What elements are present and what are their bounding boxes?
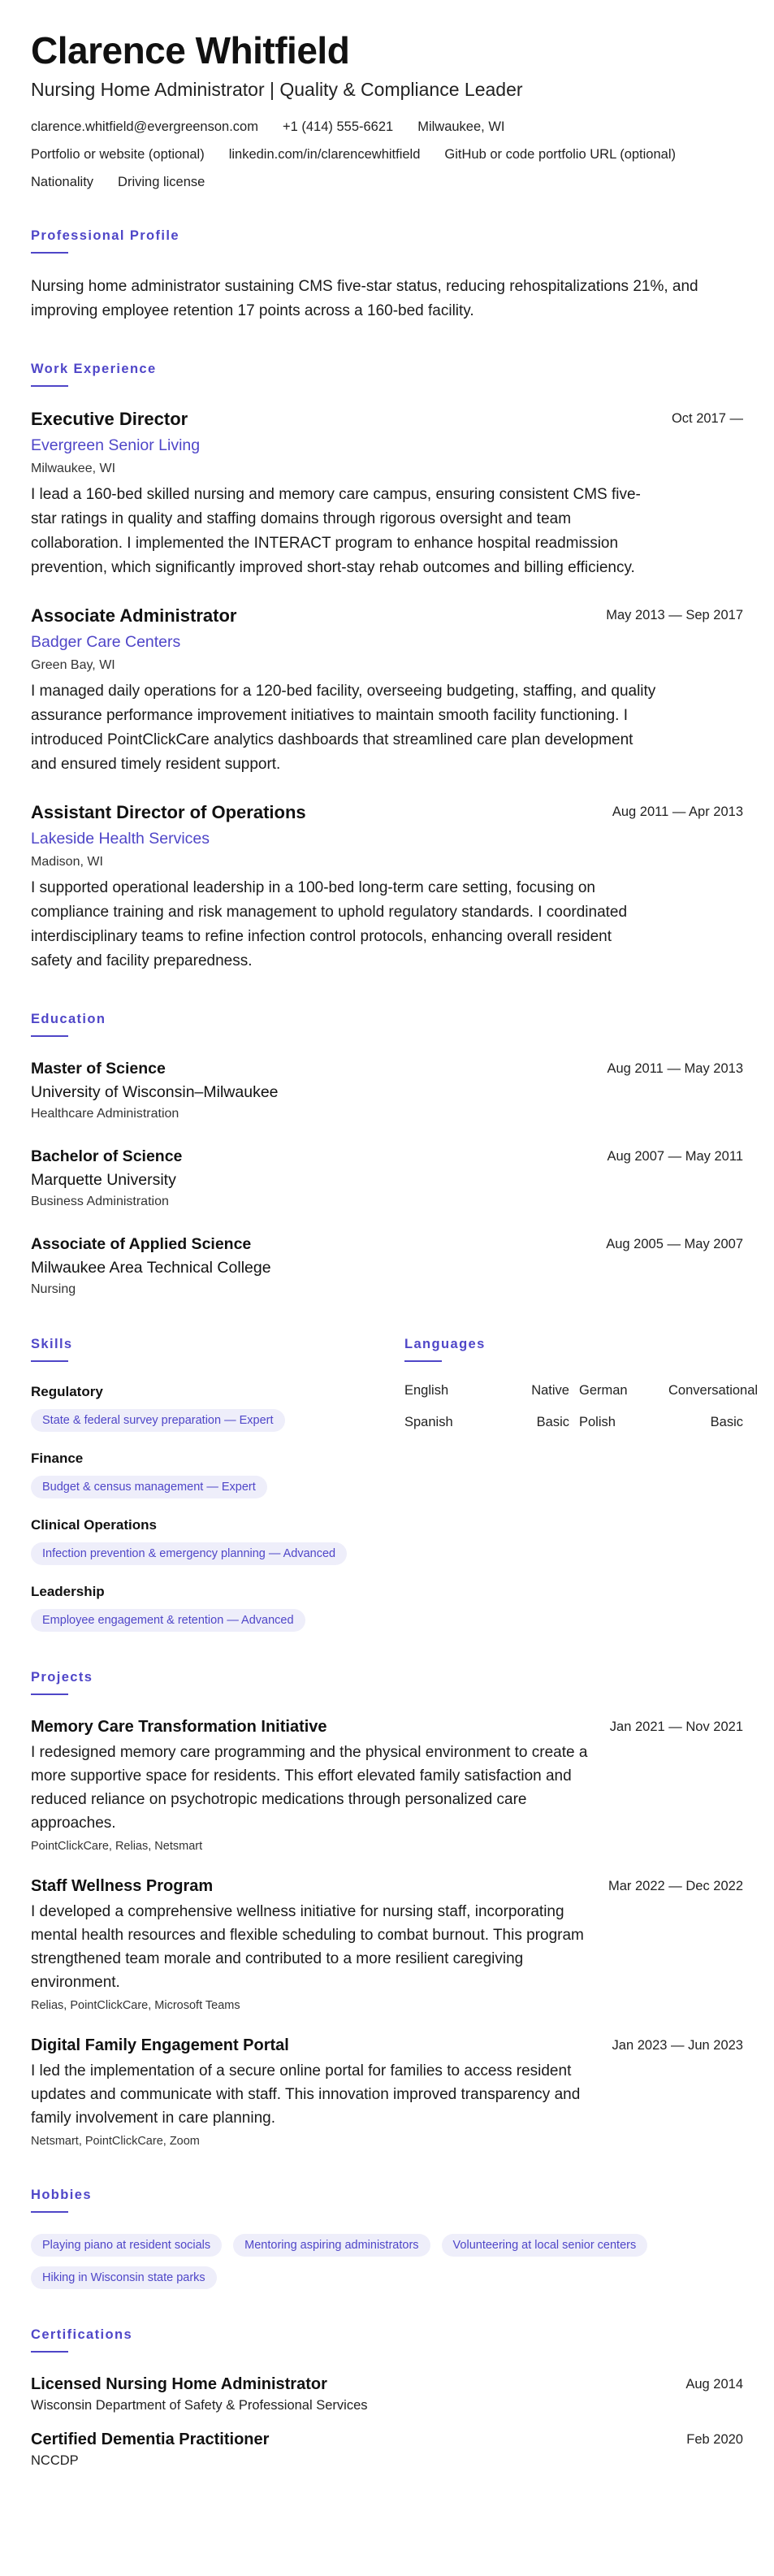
field-of-study: Nursing (31, 1282, 76, 1296)
education-entry (31, 1058, 743, 1123)
hobby-tag: Hiking in Wisconsin state parks (31, 2266, 217, 2289)
skill-group (31, 1383, 404, 1432)
education-section (31, 1011, 743, 1299)
section-divider (31, 2211, 68, 2213)
education-entry (31, 1146, 743, 1211)
section-divider (31, 1693, 68, 1695)
certifications-section (31, 2327, 743, 2470)
certification-issuer: NCCDP (31, 2453, 79, 2468)
certification-name: Licensed Nursing Home Administrator (31, 2375, 327, 2393)
certification-date: Aug 2014 (685, 2377, 743, 2392)
language-level: Basic (710, 1415, 743, 1429)
skill-category: Finance (31, 1451, 84, 1466)
hobbies-section (31, 2187, 743, 2289)
project-entry (31, 1716, 743, 1854)
language-name: Polish (579, 1415, 616, 1429)
section-title-profile: Professional Profile (31, 228, 179, 243)
field-of-study: Business Administration (31, 1195, 169, 1208)
skill-category: Leadership (31, 1584, 105, 1599)
skill-tag: Employee engagement & retention — Advanced (31, 1609, 305, 1632)
projects-section (31, 1669, 743, 2149)
section-title-certifications: Certifications (31, 2327, 133, 2342)
section-divider (31, 1360, 68, 1362)
experience-entry (31, 408, 743, 580)
job-dates: May 2013 — Sep 2017 (606, 608, 743, 622)
hobby-tag: Mentoring aspiring administrators (233, 2234, 430, 2257)
degree-name: Master of Science (31, 1060, 166, 1078)
school-name: University of Wisconsin–Milwaukee (31, 1083, 279, 1101)
skill-tag: State & federal survey preparation — Expert (31, 1409, 285, 1432)
language-name: Spanish (404, 1415, 453, 1429)
section-title-languages: Languages (404, 1337, 486, 1351)
section-title-hobbies: Hobbies (31, 2188, 92, 2202)
section-title-skills: Skills (31, 1337, 73, 1351)
skill-category: Clinical Operations (31, 1517, 157, 1533)
section-divider (31, 252, 68, 254)
language-level: Conversational (668, 1383, 759, 1398)
contact-row-primary (31, 119, 743, 135)
skill-tag: Budget & census management — Expert (31, 1476, 267, 1498)
experience-entry (31, 801, 743, 974)
job-location: Milwaukee, WI (31, 462, 116, 475)
job-title: Executive Director (31, 409, 188, 429)
job-description: I managed daily operations for a 120-bed facility, overseeing budgeting, staffing, and quality assurance performance improvement initiatives to maintain smooth facility functioning. I introduced PointClickCare analytics dashboards that streamlined care plan development and ensured timely resident support. (31, 683, 656, 773)
project-name: Memory Care Transformation Initiative (31, 1718, 327, 1736)
candidate-headline: Nursing Home Administrator | Quality & Compliance Leader (31, 79, 523, 100)
hobby-tag: Volunteering at local senior centers (442, 2234, 648, 2257)
section-divider (31, 1035, 68, 1037)
field-of-study: Healthcare Administration (31, 1107, 179, 1121)
hobby-tags (31, 2234, 743, 2289)
hobby-tag: Playing piano at resident socials (31, 2234, 222, 2257)
project-entry (31, 2035, 743, 2149)
profile-section (31, 228, 743, 323)
project-dates: Mar 2022 — Dec 2022 (608, 1879, 743, 1893)
profile-summary: Nursing home administrator sustaining CMS five-star status, reducing rehospitalizations 21%, and improving employee retention 17 points across a 160-bed facility. (31, 278, 698, 319)
school-name: Marquette University (31, 1171, 176, 1189)
contact-nationality: Nationality (31, 175, 94, 189)
contact-portfolio-link[interactable]: Portfolio or website (optional) (31, 147, 205, 162)
experience-section (31, 361, 743, 974)
skill-group (31, 1516, 404, 1565)
degree-name: Associate of Applied Science (31, 1235, 252, 1253)
section-divider (31, 385, 68, 387)
contact-phone[interactable]: +1 (414) 555-6621 (282, 119, 394, 134)
education-entry (31, 1234, 743, 1299)
skills-languages-section (31, 1336, 759, 1632)
project-tech: Relias, PointClickCare, Microsoft Teams (31, 1999, 240, 2012)
project-description: I redesigned memory care programming and the physical environment to create a more supportive space for residents. This effort elevated family satisfaction and reduced reliance on psychotropic medications through personalized care approaches. (31, 1744, 588, 1832)
contact-row-personal (31, 174, 743, 190)
job-location: Madison, WI (31, 855, 103, 869)
degree-name: Bachelor of Science (31, 1147, 183, 1165)
certification-entry (31, 2429, 743, 2470)
resume-header (31, 29, 743, 190)
section-title-experience: Work Experience (31, 362, 157, 376)
job-company: Evergreen Senior Living (31, 436, 201, 454)
project-name: Digital Family Engagement Portal (31, 2036, 289, 2054)
contact-location: Milwaukee, WI (417, 119, 505, 134)
experience-entry (31, 605, 743, 777)
certification-name: Certified Dementia Practitioner (31, 2431, 270, 2448)
skill-group (31, 1450, 404, 1498)
project-entry (31, 1876, 743, 2014)
project-tech: Netsmart, PointClickCare, Zoom (31, 2135, 200, 2148)
languages-column (404, 1336, 759, 1632)
contact-linkedin-link[interactable]: linkedin.com/in/clarencewhitfield (228, 147, 421, 162)
section-title-education: Education (31, 1012, 106, 1026)
project-dates: Jan 2023 — Jun 2023 (612, 2038, 743, 2053)
project-tech: PointClickCare, Relias, Netsmart (31, 1840, 203, 1853)
language-level: Basic (536, 1415, 569, 1429)
school-name: Milwaukee Area Technical College (31, 1259, 271, 1277)
job-company: Badger Care Centers (31, 633, 181, 651)
contact-github-link[interactable]: GitHub or code portfolio URL (optional) (444, 147, 676, 162)
skill-tag: Infection prevention & emergency planning — Advanced (31, 1542, 347, 1565)
certification-entry (31, 2374, 743, 2414)
skills-column (31, 1336, 404, 1632)
languages-grid (404, 1383, 759, 1430)
language-name: German (579, 1383, 628, 1398)
contact-email[interactable]: clarence.whitfield@evergreenson.com (31, 119, 258, 134)
project-description: I developed a comprehensive wellness initiative for nursing staff, incorporating mental health resources and flexible scheduling to combat burnout. This program strengthened team morale and contributed to a more resilient caregiving environment. (31, 1903, 584, 1991)
candidate-name: Clarence Whitfield (31, 29, 350, 72)
job-title: Assistant Director of Operations (31, 802, 306, 822)
section-title-projects: Projects (31, 1670, 93, 1685)
job-dates: Oct 2017 — (671, 411, 743, 426)
project-description: I led the implementation of a secure online portal for families to access resident updates and communicate with staff. This innovation improved transparency and family involvement in care planning. (31, 2062, 581, 2127)
contact-driving-license: Driving license (118, 175, 205, 189)
section-divider (31, 2351, 68, 2353)
language-level: Native (531, 1383, 569, 1398)
certification-issuer: Wisconsin Department of Safety & Professional Services (31, 2398, 368, 2413)
job-description: I supported operational leadership in a 100-bed long-term care setting, focusing on compliance training and risk management to uphold regulatory standards. I coordinated interdisciplinary teams to refine infection control protocols, enhancing overall resident safety and facility preparedness. (31, 879, 628, 969)
skill-group (31, 1583, 404, 1632)
job-description: I lead a 160-bed skilled nursing and memory care campus, ensuring consistent CMS five-star ratings in quality and staffing domains through rigorous oversight and team collaboration. I implemented the INTERACT program to enhance hospital readmission prevention, which significantly improved short-stay rehab outcomes and billing efficiency. (31, 486, 641, 576)
job-title: Associate Administrator (31, 605, 237, 626)
education-dates: Aug 2011 — May 2013 (607, 1061, 743, 1076)
project-name: Staff Wellness Program (31, 1877, 214, 1895)
job-location: Green Bay, WI (31, 658, 115, 672)
job-dates: Aug 2011 — Apr 2013 (612, 804, 743, 819)
section-divider (404, 1360, 442, 1362)
skill-category: Regulatory (31, 1384, 103, 1399)
education-dates: Aug 2005 — May 2007 (606, 1237, 743, 1251)
education-dates: Aug 2007 — May 2011 (607, 1149, 743, 1164)
certification-date: Feb 2020 (686, 2432, 743, 2447)
job-company: Lakeside Health Services (31, 830, 210, 848)
language-name: English (404, 1383, 449, 1398)
project-dates: Jan 2021 — Nov 2021 (609, 1720, 743, 1734)
contact-row-links (31, 146, 743, 163)
